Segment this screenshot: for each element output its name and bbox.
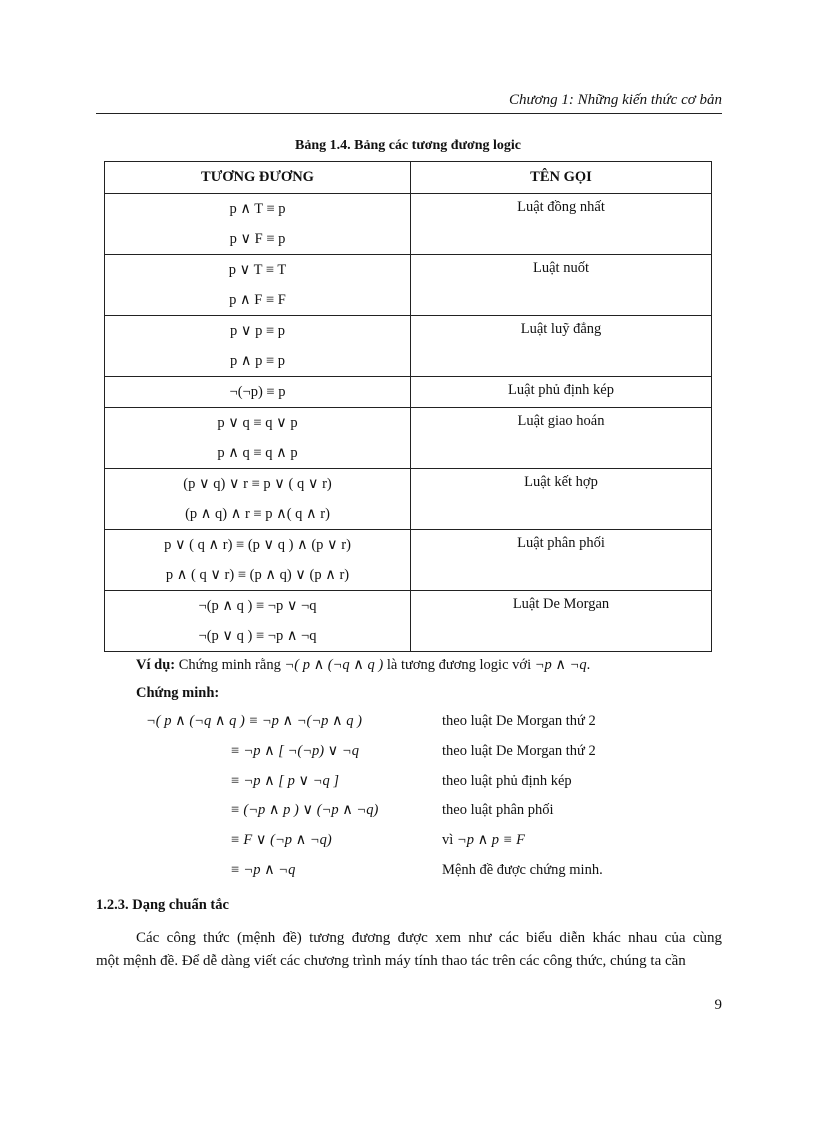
column-header-name: TÊN GỌI (411, 162, 712, 194)
table-row (105, 530, 712, 591)
equivalence-formula: p ∧ q ≡ q ∧ p (217, 445, 298, 461)
law-name: Luật phủ định kép (508, 382, 614, 398)
equivalence-cell (105, 194, 411, 255)
equivalence-formula: p ∨ p ≡ p (229, 323, 286, 339)
logic-equivalence-table (104, 161, 712, 652)
law-name: Luật đồng nhất (517, 199, 605, 215)
equivalence-formula: ¬(p ∨ q ) ≡ ¬p ∧ ¬q (198, 628, 317, 644)
table-row (105, 377, 712, 408)
body-paragraph (96, 927, 722, 973)
equivalence-formula: p ∧ p ≡ p (229, 353, 286, 369)
paragraph-line: một mệnh đề. Để dễ dàng viết các chương trình máy tính thao tác trên các công thức, chúng ta cần (96, 953, 686, 969)
law-name-cell (411, 591, 712, 652)
section-heading: 1.2.3. Dạng chuẩn tắc (96, 897, 229, 913)
example-text: . (586, 657, 591, 673)
proof-expression: ≡ ¬p ∧ ¬q (230, 862, 296, 878)
paragraph-line: Các công thức (mệnh đề) tương đương được xem như các biểu diễn khác nhau của cùng (136, 930, 722, 946)
equivalence-cell (105, 408, 411, 469)
table-row (105, 408, 712, 469)
law-name: Luật nuốt (533, 260, 589, 276)
proof-expression: ≡ ¬p ∧ [ ¬(¬p) ∨ ¬q (230, 743, 359, 759)
law-name: Luật phân phối (517, 535, 605, 551)
law-name: Luật De Morgan (512, 596, 610, 612)
equivalence-formula: ¬(¬p) ≡ p (229, 384, 286, 400)
proof-reason: theo luật De Morgan thứ 2 (442, 713, 596, 729)
equivalence-formula: p ∨ q ≡ q ∨ p (217, 415, 298, 431)
proof-reason: theo luật De Morgan thứ 2 (442, 743, 596, 759)
example-text: là tương đương logic với (383, 657, 535, 673)
page-number: 9 (714, 997, 722, 1013)
proof-expression: ≡ ¬p ∧ [ p ∨ ¬q ] (230, 773, 339, 789)
law-name-cell (411, 255, 712, 316)
proof-expression: ¬( p ∧ (¬q ∧ q ) ≡ ¬p ∧ ¬(¬p ∧ q ) (146, 713, 362, 729)
equivalence-cell (105, 530, 411, 591)
example-expression: ¬p ∧ ¬q (534, 657, 587, 673)
proof-expression: ≡ F ∨ (¬p ∧ ¬q) (230, 832, 332, 848)
table-row (105, 591, 712, 652)
table-header-row (105, 162, 712, 194)
proof-reason-text: vì (442, 832, 457, 848)
equivalence-formula: ¬(p ∧ q ) ≡ ¬p ∨ ¬q (198, 598, 317, 614)
proof-reason-expression: ¬p ∧ p ≡ F (456, 832, 525, 848)
equivalence-cell (105, 255, 411, 316)
proof-reason: theo luật phủ định kép (442, 773, 572, 789)
equivalence-cell (105, 469, 411, 530)
example-label: Ví dụ: (136, 657, 176, 673)
equivalence-formula: p ∧ T ≡ p (229, 201, 286, 217)
equivalence-formula: (p ∧ q) ∧ r ≡ p ∧( q ∧ r) (185, 506, 330, 522)
law-name-cell (411, 316, 712, 377)
running-header: Chương 1: Những kiến thức cơ bản (508, 92, 722, 108)
law-name-cell (411, 469, 712, 530)
law-name: Luật luỹ đẳng (520, 321, 602, 337)
law-name-cell (411, 377, 712, 408)
law-name: Luật giao hoán (517, 413, 605, 429)
equivalence-formula: p ∧ ( q ∨ r) ≡ (p ∧ q) ∨ (p ∧ r) (165, 567, 350, 583)
table-row (105, 316, 712, 377)
proof-reason: Mệnh đề được chứng minh. (442, 862, 603, 878)
header-rule (96, 113, 722, 114)
table-row (105, 469, 712, 530)
equivalence-formula: p ∨ F ≡ p (229, 231, 286, 247)
table-row (105, 255, 712, 316)
proof-expression: ≡ (¬p ∧ p ) ∨ (¬p ∧ ¬q) (230, 802, 379, 818)
equivalence-formula: p ∨ T ≡ T (228, 262, 287, 278)
proof-reason (442, 832, 525, 849)
law-name-cell (411, 408, 712, 469)
example-text: Chứng minh rằng (175, 657, 285, 673)
table-row (105, 194, 712, 255)
equivalence-cell (105, 316, 411, 377)
table-caption: Bảng 1.4. Bảng các tương đương logic (295, 138, 521, 153)
law-name-cell (411, 530, 712, 591)
law-name: Luật kết hợp (524, 474, 598, 490)
example-statement (136, 657, 590, 674)
equivalence-formula: (p ∨ q) ∨ r ≡ p ∨ ( q ∨ r) (183, 476, 332, 492)
law-name-cell (411, 194, 712, 255)
equivalence-formula: p ∨ ( q ∧ r) ≡ (p ∨ q ) ∧ (p ∨ r) (164, 537, 351, 553)
equivalence-formula: p ∧ F ≡ F (229, 292, 286, 308)
proof-reason: theo luật phân phối (442, 802, 554, 818)
column-header-equivalence: TƯƠNG ĐƯƠNG (105, 162, 411, 194)
equivalence-cell (105, 377, 411, 408)
proof-title: Chứng minh: (136, 685, 220, 701)
equivalence-cell (105, 591, 411, 652)
example-expression: ¬( p ∧ (¬q ∧ q ) (284, 657, 384, 673)
